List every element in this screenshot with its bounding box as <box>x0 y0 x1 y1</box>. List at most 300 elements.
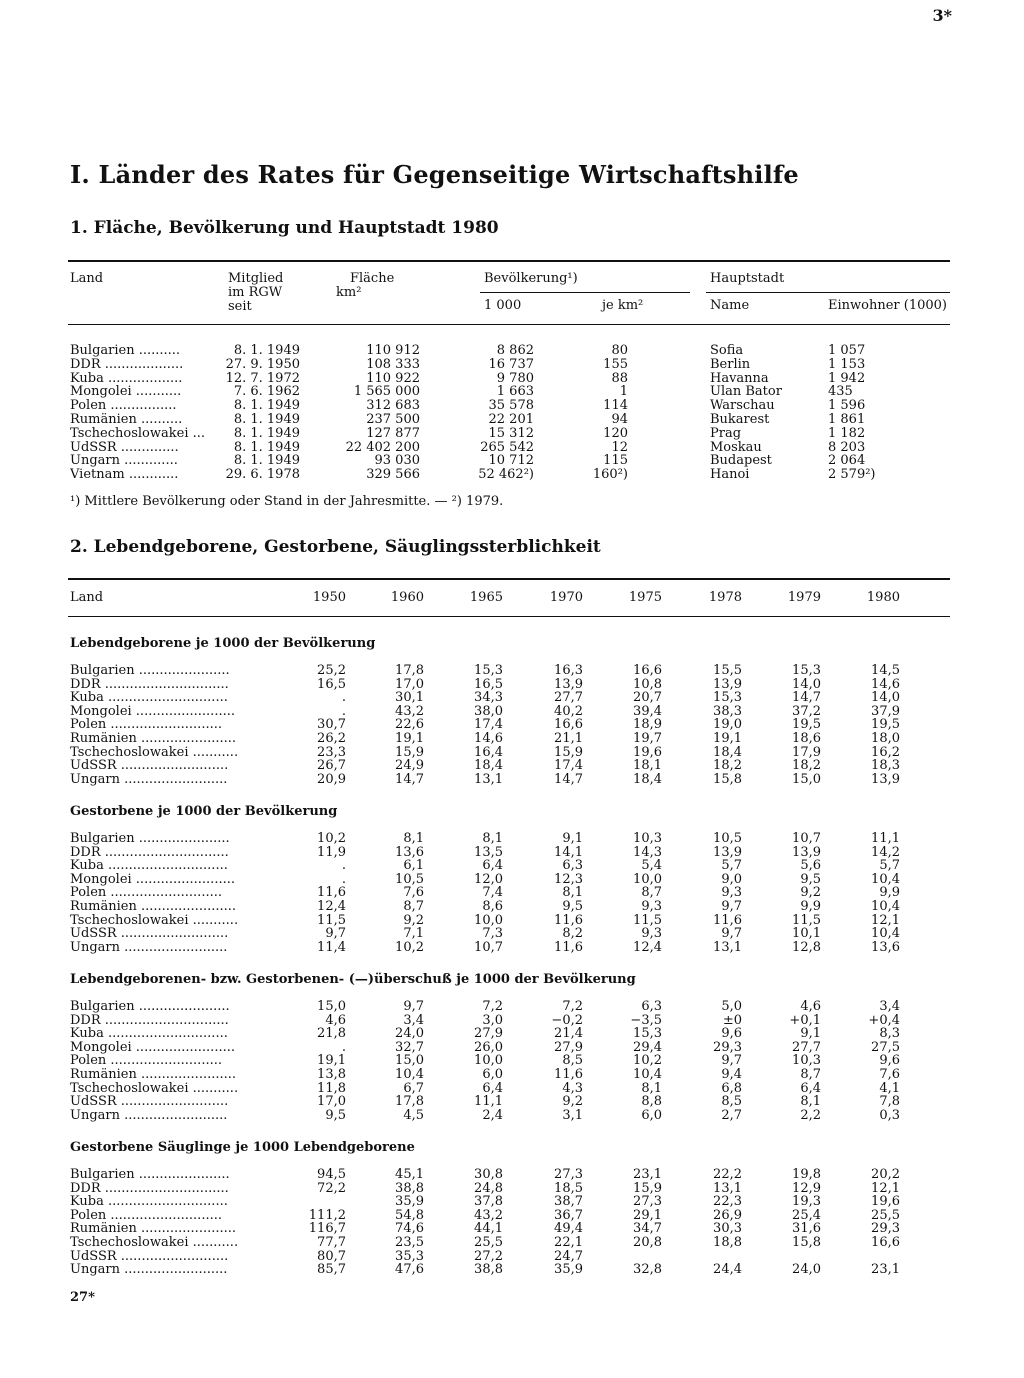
table2-cell-value: 18,4 <box>474 758 503 774</box>
table2-cell-value: 6,0 <box>482 1067 503 1082</box>
table2-cell-value: 11,1 <box>474 1094 503 1110</box>
table2-cell-value: 9,7 <box>721 926 742 942</box>
table1-cell-mitglied: 7. 6. 1962 <box>233 385 300 400</box>
table1-cell-mitglied: 8. 1. 1949 <box>233 413 300 427</box>
table2-cell-value: 27,5 <box>871 1039 900 1055</box>
table2-cell-value: 18,9 <box>633 717 662 733</box>
table1-cell-einw: 1 182 <box>828 426 866 441</box>
table2-cell-value: 7,8 <box>879 1094 900 1110</box>
table2-cell-value: 15,9 <box>395 744 424 760</box>
table1-header-mitglied <box>228 272 283 314</box>
table1-cell-flaeche: 1 565 000 <box>353 385 420 400</box>
table2-year-header: 1975 <box>628 590 662 605</box>
table1-cell-jekm2: 160²) <box>592 468 628 483</box>
table2-row <box>0 873 1024 887</box>
table2-cell-value: 10,5 <box>395 871 424 887</box>
table2-cell-value: 94,5 <box>317 1167 346 1182</box>
table2-cell-value: +0,1 <box>789 1012 821 1028</box>
table2-cell-value: 25,2 <box>317 663 346 678</box>
table2-cell-land: UdSSR .......................... <box>70 927 229 942</box>
table2-cell-value: 7,4 <box>482 885 503 901</box>
table2-cell-value: 15,3 <box>792 663 821 678</box>
table2-cell-value: 29,3 <box>871 1221 900 1237</box>
table2-cell-value: 12,3 <box>554 871 583 887</box>
table2-row <box>0 1168 1024 1182</box>
table1-cell-jekm2: 80 <box>611 344 628 358</box>
table2-cell-value: 40,2 <box>554 703 583 719</box>
table2-row <box>0 1236 1024 1250</box>
table2-cell-value: 16,4 <box>474 744 503 760</box>
table2-cell-land: Ungarn ......................... <box>70 1263 228 1278</box>
table2-cell-value: 15,0 <box>317 999 346 1014</box>
table2-cell-value: 21,8 <box>317 1026 346 1042</box>
page-number-top: 3* <box>932 6 952 25</box>
table2-cell-value: 10,2 <box>395 939 424 955</box>
table2-cell-value: 20,2 <box>871 1167 900 1182</box>
table2-cell-value: 25,5 <box>474 1235 503 1250</box>
header-mitglied-line3: seit <box>228 299 252 314</box>
table2-cell-value: 3,0 <box>482 1012 503 1028</box>
table1-row <box>0 441 1024 455</box>
table2-cell-value: 37,2 <box>792 703 821 719</box>
table2-cell-value: ±0 <box>722 1012 742 1028</box>
table2-cell-value: 31,6 <box>792 1221 821 1237</box>
table1-header-name: Name <box>710 298 750 313</box>
table2-cell-land: Tschechoslowakei ........... <box>70 1081 239 1096</box>
table2-cell-value: 11,1 <box>871 831 900 846</box>
table2-cell-value: 11,6 <box>713 912 742 928</box>
table1-row <box>0 454 1024 468</box>
table1-cell-land: Tschechoslowakei ... <box>70 426 206 441</box>
table1-cell-land: Kuba .................. <box>70 371 183 386</box>
table2-cell-value: 15,3 <box>474 663 503 678</box>
table2-cell-land: Polen ........................... <box>70 886 222 901</box>
table2-cell-value: 36,7 <box>554 1207 583 1223</box>
table1-cell-mitglied: 8. 1. 1949 <box>233 454 300 469</box>
table2-cell-value: 6,3 <box>562 858 583 874</box>
table2-cell-value: 9,5 <box>562 899 583 914</box>
table2-cell-value: −0,2 <box>551 1012 583 1028</box>
table1-bev-subrule <box>480 292 690 293</box>
table2-cell-land: Kuba ............................. <box>70 859 228 874</box>
table1-cell-flaeche: 110 922 <box>366 371 420 386</box>
table2-cell-value: 17,4 <box>554 758 583 774</box>
table1-cell-einw: 1 596 <box>828 399 866 414</box>
table1-header-einwohner: Einwohner (1000) <box>828 298 947 313</box>
table1-cell-name: Havanna <box>710 371 769 386</box>
table2-cell-value: 17,8 <box>395 1094 424 1110</box>
table2-cell-value: 8,1 <box>800 1094 821 1110</box>
table1-cell-name: Sofia <box>710 344 744 358</box>
table2-cell-value: 14,0 <box>792 676 821 692</box>
table1-header-bev-jekm2: je km² <box>602 298 644 313</box>
table2-cell-land: DDR .............................. <box>70 1181 229 1196</box>
table2-cell-value: 38,8 <box>395 1180 424 1196</box>
table1-row <box>0 399 1024 413</box>
table1-cell-flaeche: 110 912 <box>366 344 420 358</box>
table2-cell-value: 22,6 <box>395 717 424 733</box>
table2-cell-value: 10,2 <box>633 1053 662 1069</box>
table2-cell-value: 30,1 <box>395 690 424 706</box>
table2-cell-value: 10,3 <box>792 1053 821 1069</box>
table1-cell-einw: 1 861 <box>828 413 866 427</box>
table1-cell-jekm2: 1 <box>619 385 628 400</box>
table2-cell-value: 15,8 <box>792 1235 821 1250</box>
table2-cell-value: 15,0 <box>395 1053 424 1069</box>
table2-cell-value: 6,4 <box>482 858 503 874</box>
table2-cell-value: 12,1 <box>871 1180 900 1196</box>
table2-cell-land: Mongolei ........................ <box>70 872 235 887</box>
table2-row <box>0 832 1024 846</box>
table2-cell-value: 26,9 <box>713 1207 742 1223</box>
table2-cell-value: 10,7 <box>474 939 503 955</box>
table2-cell-value: 27,3 <box>554 1167 583 1182</box>
table2-cell-value: 12,4 <box>317 899 346 914</box>
table1-cell-einw: 8 203 <box>828 440 866 455</box>
table2-cell-value: 11,5 <box>633 912 662 928</box>
table2-cell-value: 2,2 <box>800 1107 821 1123</box>
table1-cell-name: Ulan Bator <box>710 385 782 400</box>
table2-cell-value: 9,6 <box>721 1026 742 1042</box>
table1-cell-mitglied: 12. 7. 1972 <box>225 371 300 386</box>
table2-cell-value: 14,2 <box>871 844 900 860</box>
table2-cell-value: 19,1 <box>713 731 742 746</box>
table1-header-land: Land <box>70 271 104 286</box>
table2-cell-value: 5,4 <box>641 858 662 874</box>
table2-row <box>0 1054 1024 1068</box>
table2-cell-land: Ungarn ......................... <box>70 772 228 787</box>
table1-cell-bev: 8 862 <box>496 344 534 358</box>
table2-cell-value: 10,5 <box>713 831 742 846</box>
table1-cell-name: Berlin <box>710 357 751 372</box>
table2-cell-value: 15,3 <box>633 1026 662 1042</box>
table2-cell-value: 24,8 <box>474 1180 503 1196</box>
table1-cell-land: Rumänien .......... <box>70 413 183 427</box>
table2-cell-value: 80,7 <box>317 1248 346 1264</box>
table2-cell-value: 27,9 <box>554 1039 583 1055</box>
table2-cell-value: 18,3 <box>871 758 900 774</box>
table2-cell-value: 9,1 <box>800 1026 821 1042</box>
table1-cell-jekm2: 114 <box>603 399 628 414</box>
table2-cell-value: 37,9 <box>871 703 900 719</box>
table2-cell-value: 26,7 <box>317 758 346 774</box>
table2-cell-value: 5,7 <box>879 858 900 874</box>
table2-cell-value: 18,6 <box>792 731 821 746</box>
table1-cell-mitglied: 27. 9. 1950 <box>225 357 300 372</box>
table2-cell-value: 12,4 <box>633 939 662 955</box>
table2-cell-value: 19,5 <box>792 717 821 733</box>
table2-cell-value: . <box>341 858 346 874</box>
table1-cell-name: Moskau <box>710 440 762 455</box>
table2-cell-value: 30,7 <box>317 717 346 733</box>
table1-footnote: ¹) Mittlere Bevölkerung oder Stand in der Jahresmitte. — ²) 1979. <box>70 494 504 509</box>
table2-cell-value: 10,4 <box>871 926 900 942</box>
table2-year-header: 1980 <box>866 590 900 605</box>
table2-cell-value: 16,6 <box>871 1235 900 1250</box>
table2-row <box>0 732 1024 746</box>
table1-cell-einw: 2 579²) <box>828 468 876 483</box>
table2-cell-value: 11,6 <box>554 1067 583 1082</box>
table2-cell-value: 11,4 <box>317 939 346 955</box>
table2-cell-value: 8,1 <box>562 885 583 901</box>
table2-title: 2. Lebendgeborene, Gestorbene, Säuglingssterblichkeit <box>70 537 601 557</box>
table2-cell-value: 35,9 <box>554 1262 583 1278</box>
table2-cell-value: 15,9 <box>554 744 583 760</box>
table2-cell-value: 8,6 <box>482 899 503 914</box>
table1-cell-jekm2: 94 <box>611 413 628 427</box>
table2-cell-value: 9,3 <box>641 926 662 942</box>
table2-cell-value: 38,0 <box>474 703 503 719</box>
table2-row <box>0 1068 1024 1082</box>
table2-cell-value: 18,2 <box>713 758 742 774</box>
table2-cell-value: 10,0 <box>474 1053 503 1069</box>
table2-cell-value: 37,8 <box>474 1194 503 1210</box>
table2-cell-value: 35,3 <box>395 1248 424 1264</box>
table1-cell-jekm2: 12 <box>611 440 628 455</box>
table2-cell-value: 17,8 <box>395 663 424 678</box>
table2-cell-value: 13,1 <box>474 771 503 787</box>
table2-cell-value: 19,6 <box>871 1194 900 1210</box>
table2-cell-value: 6,3 <box>641 999 662 1014</box>
table2-row <box>0 773 1024 787</box>
table2-row <box>0 1041 1024 1055</box>
table2-cell-value: 8,7 <box>641 885 662 901</box>
table2-cell-value: 16,2 <box>871 744 900 760</box>
table2-header-bottom-rule <box>68 616 950 617</box>
table2-cell-value: 27,9 <box>474 1026 503 1042</box>
table2-cell-value: 9,7 <box>325 926 346 942</box>
table2-cell-value: 24,7 <box>554 1248 583 1264</box>
table2-row <box>0 1082 1024 1096</box>
table2-cell-value: 0,3 <box>879 1107 900 1123</box>
table2-cell-land: Tschechoslowakei ........... <box>70 913 239 928</box>
table2-cell-value: 12,8 <box>792 939 821 955</box>
table2-cell-value: 24,0 <box>792 1262 821 1278</box>
table2-cell-value: 25,4 <box>792 1207 821 1223</box>
table2-cell-value: 74,6 <box>395 1221 424 1237</box>
table2-cell-value: 24,9 <box>395 758 424 774</box>
table2-cell-value: . <box>341 1039 346 1055</box>
table1-cell-name: Budapest <box>710 454 772 469</box>
table2-cell-value: 17,0 <box>317 1094 346 1110</box>
header-flaeche-line1: Fläche <box>350 271 395 286</box>
table2-cell-value: 111,2 <box>308 1207 346 1223</box>
table2-cell-value: 23,5 <box>395 1235 424 1250</box>
table2-cell-value: 30,8 <box>474 1167 503 1182</box>
table2-cell-value: 8,5 <box>721 1094 742 1110</box>
table2-cell-value: 18,4 <box>713 744 742 760</box>
table2-cell-land: Bulgarien ...................... <box>70 832 230 846</box>
table2-cell-value: 6,8 <box>721 1080 742 1096</box>
table2-cell-value: 15,5 <box>713 663 742 678</box>
table1-header-bottom-rule <box>68 324 950 325</box>
table1-cell-bev: 265 542 <box>480 440 534 455</box>
table2-cell-value: 27,7 <box>792 1039 821 1055</box>
table2-cell-value: 5,7 <box>721 858 742 874</box>
table1-cell-land: DDR ................... <box>70 357 184 372</box>
table2-cell-value: 85,7 <box>317 1262 346 1278</box>
table2-cell-value: 7,1 <box>403 926 424 942</box>
table2-cell-value: 13,9 <box>713 844 742 860</box>
table2-cell-value: 19,8 <box>792 1167 821 1182</box>
table2-cell-value: 14,6 <box>474 731 503 746</box>
table2-cell-value: 7,6 <box>403 885 424 901</box>
table2-cell-value: 6,0 <box>641 1107 662 1123</box>
table2-cell-land: Polen ........................... <box>70 718 222 733</box>
table2-cell-value: 17,4 <box>474 717 503 733</box>
table1-row <box>0 385 1024 399</box>
table2-cell-value: 29,4 <box>633 1039 662 1055</box>
table2-cell-value: 38,3 <box>713 703 742 719</box>
table2-cell-value: 6,7 <box>403 1080 424 1096</box>
table2-cell-value: 30,3 <box>713 1221 742 1237</box>
table1-cell-jekm2: 115 <box>603 454 628 469</box>
table1-cell-bev: 1 663 <box>496 385 534 400</box>
table1-row <box>0 344 1024 358</box>
table2-year-header: 1960 <box>390 590 424 605</box>
table2-cell-value: 32,8 <box>633 1262 662 1278</box>
table2-cell-value: 10,4 <box>633 1067 662 1082</box>
table2-cell-value: 6,1 <box>403 858 424 874</box>
table1-row <box>0 372 1024 386</box>
table2-cell-value: 7,2 <box>562 999 583 1014</box>
table1-cell-name: Prag <box>710 426 742 441</box>
table2-cell-value: 15,0 <box>792 771 821 787</box>
table2-cell-value: 21,4 <box>554 1026 583 1042</box>
table2-cell-value: 13,6 <box>871 939 900 955</box>
table2-cell-value: 3,4 <box>879 999 900 1014</box>
table2-cell-value: 19,3 <box>792 1194 821 1210</box>
table2-cell-value: 16,3 <box>554 663 583 678</box>
header-mitglied-line2: im RGW <box>228 285 283 300</box>
table2-cell-value: 14,7 <box>792 690 821 706</box>
table2-cell-value: 116,7 <box>308 1221 346 1237</box>
table2-cell-value: 3,1 <box>562 1107 583 1123</box>
table2-cell-value: 14,0 <box>871 690 900 706</box>
table2-cell-value: 27,3 <box>633 1194 662 1210</box>
table2-cell-value: 18,1 <box>633 758 662 774</box>
header-mitglied-line1: Mitglied <box>228 271 284 286</box>
header-flaeche-line2: km² <box>336 285 362 300</box>
table2-cell-land: Rumänien ....................... <box>70 900 237 914</box>
table1-cell-jekm2: 88 <box>611 371 628 386</box>
table1-cell-flaeche: 127 877 <box>366 426 420 441</box>
table1-row <box>0 358 1024 372</box>
table2-cell-value: 43,2 <box>474 1207 503 1223</box>
table2-cell-value: . <box>341 703 346 719</box>
table2-cell-value: 17,9 <box>792 744 821 760</box>
table2-section-title: Gestorbene je 1000 der Bevölkerung <box>70 804 338 819</box>
table2-cell-value: 4,6 <box>325 1012 346 1028</box>
table2-cell-value: 22,1 <box>554 1235 583 1250</box>
table2-cell-value: 16,6 <box>633 663 662 678</box>
table2-cell-value: 10,7 <box>792 831 821 846</box>
table2-cell-value: 11,6 <box>554 912 583 928</box>
table2-cell-value: 11,9 <box>317 844 346 860</box>
table2-cell-value: 11,5 <box>317 912 346 928</box>
table2-cell-value: 19,1 <box>395 731 424 746</box>
table2-cell-land: Polen ........................... <box>70 1208 222 1223</box>
table2-year-header: 1965 <box>469 590 503 605</box>
table1-row <box>0 468 1024 482</box>
table2-cell-value: 18,2 <box>792 758 821 774</box>
table2-year-header: 1979 <box>787 590 821 605</box>
table2-cell-value: 22,3 <box>713 1194 742 1210</box>
table2-cell-value: 12,1 <box>871 912 900 928</box>
table2-cell-value: 8,5 <box>562 1053 583 1069</box>
table2-cell-value: 16,6 <box>554 717 583 733</box>
table2-cell-value: 34,7 <box>633 1221 662 1237</box>
table2-cell-value: 14,1 <box>554 844 583 860</box>
table2-cell-value: 9,2 <box>403 912 424 928</box>
table2-cell-land: Kuba ............................. <box>70 1027 228 1042</box>
table2-cell-value: 26,2 <box>317 731 346 746</box>
table2-cell-value: 13,6 <box>395 844 424 860</box>
table1-cell-jekm2: 155 <box>603 357 628 372</box>
table2-section-title: Lebendgeborene je 1000 der Bevölkerung <box>70 636 376 651</box>
table2-cell-value: 13,9 <box>554 676 583 692</box>
table1-cell-bev: 10 712 <box>488 454 534 469</box>
table2-cell-value: 45,1 <box>395 1167 424 1182</box>
table1-cell-flaeche: 329 566 <box>366 468 420 483</box>
table2-cell-value: 9,5 <box>325 1107 346 1123</box>
table2-cell-value: 10,8 <box>633 676 662 692</box>
table2-cell-value: 77,7 <box>317 1235 346 1250</box>
table2-cell-value: 44,1 <box>474 1221 503 1237</box>
table2-cell-value: 11,5 <box>792 912 821 928</box>
table1-cell-flaeche: 237 500 <box>366 413 420 427</box>
table2-cell-value: 35,9 <box>395 1194 424 1210</box>
table2-cell-value: 14,7 <box>554 771 583 787</box>
table2-cell-value: 8,7 <box>800 1067 821 1082</box>
table2-section-title: Lebendgeborenen- bzw. Gestorbenen- (—)überschuß je 1000 der Bevölkerung <box>70 972 636 987</box>
table1-cell-mitglied: 8. 1. 1949 <box>233 440 300 455</box>
table1-row <box>0 427 1024 441</box>
table2-cell-value: 9,7 <box>721 1053 742 1069</box>
table2-cell-value: 12,0 <box>474 871 503 887</box>
table2-cell-value: 7,3 <box>482 926 503 942</box>
table2-cell-land: Rumänien ....................... <box>70 732 237 746</box>
table2-cell-value: 25,5 <box>871 1207 900 1223</box>
table2-cell-value: 9,9 <box>879 885 900 901</box>
table2-cell-value: 4,5 <box>403 1107 424 1123</box>
table1-cell-land: Bulgarien .......... <box>70 344 181 358</box>
table2-cell-value: 8,3 <box>879 1026 900 1042</box>
table2-section-title: Gestorbene Säuglinge je 1000 Lebendgeborene <box>70 1140 415 1155</box>
table1-cell-bev: 35 578 <box>488 399 534 414</box>
table2-cell-land: DDR .............................. <box>70 845 229 860</box>
table2-cell-value: 9,5 <box>800 871 821 887</box>
table2-row <box>0 1109 1024 1123</box>
table2-cell-land: DDR .............................. <box>70 1013 229 1028</box>
table1-cell-flaeche: 93 030 <box>374 454 420 469</box>
table2-cell-value: 19,6 <box>633 744 662 760</box>
table2-cell-value: 11,6 <box>554 939 583 955</box>
table2-cell-land: UdSSR .......................... <box>70 759 229 774</box>
table1-header-flaeche <box>336 272 394 300</box>
table2-cell-value: 18,4 <box>633 771 662 787</box>
table2-cell-value: 10,1 <box>792 926 821 942</box>
table2-cell-value: . <box>341 871 346 887</box>
table2-cell-land: Kuba ............................. <box>70 1195 228 1210</box>
table1-cell-mitglied: 8. 1. 1949 <box>233 426 300 441</box>
table2-cell-value: 7,6 <box>879 1067 900 1082</box>
table2-cell-value: 7,2 <box>482 999 503 1014</box>
table2-cell-value: 32,7 <box>395 1039 424 1055</box>
table2-cell-value: 13,1 <box>713 1180 742 1196</box>
table2-cell-value: 19,1 <box>317 1053 346 1069</box>
table2-cell-value: 9,9 <box>800 899 821 914</box>
